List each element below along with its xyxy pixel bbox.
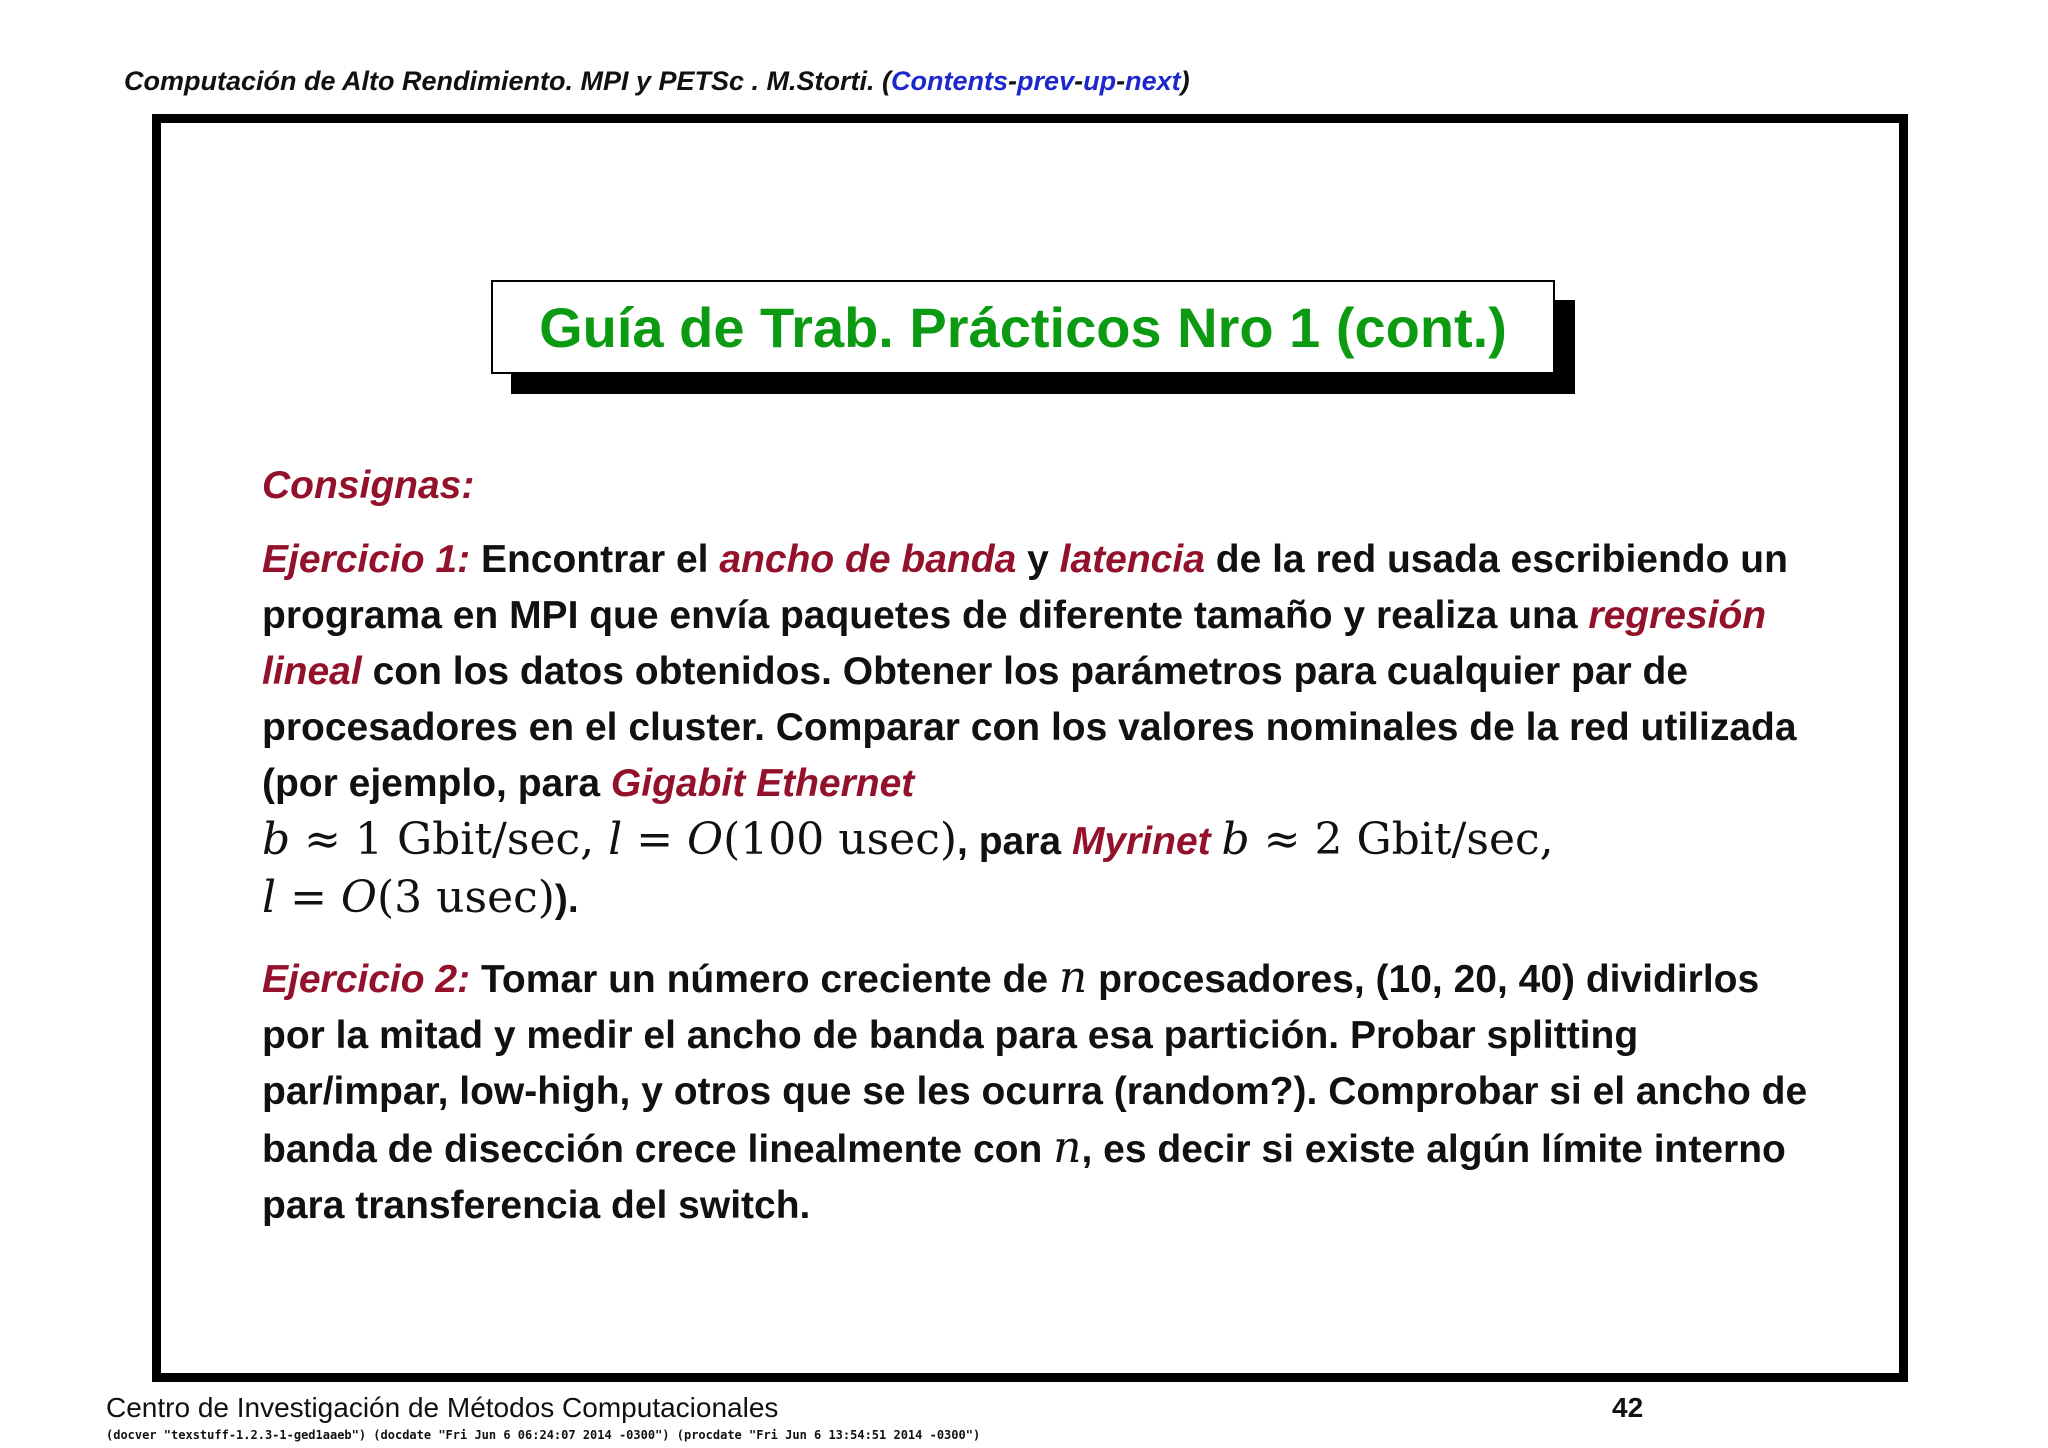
header-text: Computación de Alto Rendimiento. MPI y PETSc . M.Storti. ( xyxy=(124,66,892,96)
exercise-2-label: Ejercicio 2: xyxy=(262,958,471,1001)
math-text: = xyxy=(276,872,341,923)
header-suffix: ) xyxy=(1180,66,1190,96)
math-var: n xyxy=(1053,1122,1082,1173)
math-n xyxy=(1053,1122,1081,1173)
slide-title: Guía de Trab. Prácticos Nro 1 (cont.) xyxy=(491,280,1555,374)
footer-institution: Centro de Investigación de Métodos Computacionales xyxy=(106,1392,779,1423)
highlight-gigabit-ethernet: Gigabit Ethernet xyxy=(610,762,915,805)
running-header xyxy=(124,66,1190,97)
up-link[interactable]: up xyxy=(1083,66,1117,96)
math-var: l xyxy=(262,872,277,923)
nav-separator: - xyxy=(1008,66,1018,96)
math-var: l xyxy=(608,814,623,865)
contents-link[interactable]: Contents xyxy=(891,66,1009,96)
exercise-2 xyxy=(262,950,1822,1234)
highlight-latencia: latencia xyxy=(1059,538,1205,581)
exercise-1 xyxy=(262,532,1822,928)
math-myrinet-bandwidth xyxy=(1221,814,1553,865)
next-link[interactable]: next xyxy=(1125,66,1181,96)
text: y xyxy=(1027,538,1049,581)
text: Tomar un número creciente de xyxy=(480,958,1049,1001)
math-text: (3 usec) xyxy=(377,872,555,923)
text: Encontrar el xyxy=(480,538,709,581)
doc-metadata: (docver "texstuff-1.2.3-1-ged1aaeb") (docdate "Fri Jun 6 06:24:07 2014 -0300") (procdate "Fri Jun 6 13:54:51 2014 -0300") xyxy=(106,1428,981,1442)
prev-link[interactable]: prev xyxy=(1017,66,1075,96)
math-var: b xyxy=(1221,814,1250,865)
text: , es decir si existe algún límite interno para transferencia del switch. xyxy=(262,1128,1786,1227)
math-var: O xyxy=(340,872,377,923)
math-n xyxy=(1059,952,1087,1003)
highlight-regresion-lineal: regresión lineal xyxy=(262,594,1767,693)
exercise-1-label: Ejercicio 1: xyxy=(262,538,471,581)
slide-title-block xyxy=(491,280,1555,374)
math-myrinet-latency xyxy=(262,872,555,923)
text: , para xyxy=(957,820,1062,863)
nav-separator: - xyxy=(1116,66,1126,96)
math-gigabit-values xyxy=(262,814,957,865)
math-var: O xyxy=(687,814,724,865)
math-var: b xyxy=(262,814,291,865)
nav-separator: - xyxy=(1074,66,1084,96)
consignas-heading: Consignas: xyxy=(262,464,475,507)
math-text: ≈ 2 Gbit/sec, xyxy=(1249,814,1554,865)
text: procesadores, (10, 20, 40) dividirlos por la mitad y medir el ancho de banda para esa partición. Probar splitting par/impar, low-high, y otros que se les ocurra (random?). Comprobar si el ancho de banda de disección crece linealmente con xyxy=(262,958,1808,1171)
text: con los datos obtenidos. Obtener los parámetros para cualquier par de procesadores en el cluster. Comparar con los valores nominales de la red utilizada (por ejemplo, para xyxy=(262,650,1797,805)
math-text: ≈ 1 Gbit/sec, xyxy=(290,814,609,865)
text: ). xyxy=(554,878,579,921)
highlight-ancho-de-banda: ancho de banda xyxy=(719,538,1017,581)
text: de la red usada escribiendo un programa en MPI que envía paquetes de diferente tamaño y realiza una xyxy=(262,538,1788,637)
math-var: n xyxy=(1058,952,1088,1003)
math-text: = xyxy=(622,814,688,865)
slide-content xyxy=(262,458,1822,1256)
highlight-myrinet: Myrinet xyxy=(1071,820,1211,863)
math-text: (100 usec) xyxy=(723,814,958,865)
page-number: 42 xyxy=(1612,1392,1644,1423)
